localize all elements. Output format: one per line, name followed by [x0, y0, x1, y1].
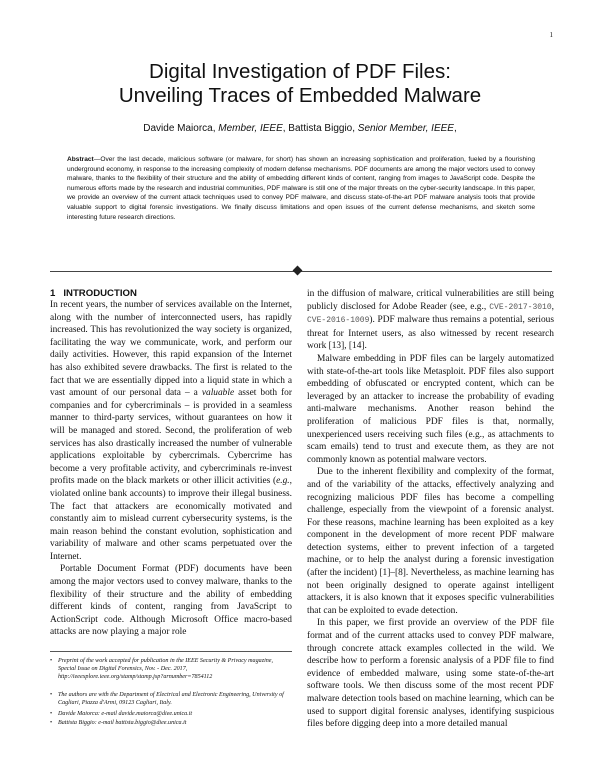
footnote-rule — [50, 651, 292, 652]
footnote-bullet: • — [50, 711, 53, 717]
page-number: 1 — [549, 31, 553, 39]
intro-p1-eg: e.g. — [276, 476, 290, 487]
intro-p1-part-c: , violated online bank accounts) to improve their illegal business. The fact that attackers are economically motivated and constantly aim to mislead current cybersecurity systems, is the main reason behind the constant evolution, sophistication and variability of malware and other scams perpetuated over the Internet. — [50, 476, 292, 562]
footnote-bullet: • — [50, 720, 53, 726]
cve-reference-1: CVE-2017-3010 — [489, 302, 552, 312]
cve-reference-2: CVE-2016-1009 — [307, 316, 370, 326]
section-title: INTRODUCTION — [63, 288, 137, 299]
footnote-4-text: Battista Biggio: e-mail battista.biggio@diee.unica.it — [58, 720, 187, 726]
footnote-3 — [50, 710, 292, 718]
author-1: Davide Maiorca, — [143, 123, 219, 134]
right-paragraph-4: In this paper, we first provide an overview of the PDF file format and of the current attacks used to convey PDF malware, through concrete attack examples collected in the wild. We describe how to perform a forensic analysis of a PDF file to find evidence of embedded malware, using some state-of-the-art software tools. We then discuss some of the most recent PDF malware detection tools based on machine learning, which can be used to support digital forensic analyses, identifying suspicious files before digging deep into a more detailed manual — [307, 618, 554, 730]
footnote-bullet: • — [50, 692, 53, 698]
intro-p1-part-b: asset both for companies and for cybercriminals – is provided in a seamless manner to third-party services, without guarantees on how it will be managed and stored. Second, the proliferation of web services has also drastically increased the number of vulnerable applications exploitable by cybercrimals. Cybercrime has become a very profitable activity, and cybercriminals re-invest profits made on the black markets or other illicit activities ( — [50, 388, 292, 487]
footnote-2-text: The authors are with the Department of Electrical and Electronic Engineering, University of Cagliari, Piazza d'Armi, 09123 Cagliari, Italy. — [58, 692, 284, 707]
footnote-1 — [50, 657, 292, 682]
right-p1-comma: , — [551, 301, 554, 312]
right-p1-part-a: in the diffusion of malware, critical vulnerabilities are still being publicly disclosed for Adobe Reader (see, e.g., — [307, 289, 554, 312]
intro-paragraph-1 — [50, 299, 292, 563]
right-column — [307, 288, 554, 731]
footnote-1-text: Preprint of the work accepted for publication in the IEEE Security & Privacy magazine, Special Issue on Digital Forensics, Nov. - Dec. 2017, http://ieeexplore.ieee.org/stamp/stamp.jsp?arnumber=7854112 — [58, 658, 274, 681]
right-paragraph-1 — [307, 288, 554, 353]
footnote-3-text: Davide Maiorca: e-mail davide.maiorca@diee.unica.it — [58, 711, 193, 717]
section-heading — [50, 288, 137, 299]
separator-diamond-icon — [293, 266, 303, 276]
intro-p1-emphasis: valuable — [201, 388, 235, 399]
author-1-role: Member, IEEE — [218, 123, 283, 134]
title-line-1: Digital Investigation of PDF Files: — [149, 60, 451, 83]
author-2: , Battista Biggio, — [282, 123, 358, 134]
left-column — [50, 299, 292, 639]
footnote-2 — [50, 691, 292, 707]
intro-paragraph-2: Portable Document Format (PDF) documents have been among the major vectors used to convey malware, thanks to the flexibility of their structure and the ability of embedding different kinds of content, ranging from JavaScript to ActionScript code. Although Microsoft Office macro-based attacks are now playing a major role — [50, 564, 292, 638]
intro-p1-part-a: In recent years, the number of services available on the Internet, along with the number of interconnected users, has rapidly increased. This has revolutionized the way society is organized, facilitating the way we communicate, work, and perform our daily activities. However, this rapid expansion of the Internet has also exhibited severe drawbacks. The first is related to the fact that we are essentially dipped into a liquid state in which a vast amount of our personal data – a — [50, 300, 292, 399]
abstract-label: Abstract — [67, 156, 94, 163]
title-line-2: Unveiling Traces of Embedded Malware — [118, 84, 482, 107]
abstract — [67, 155, 535, 222]
footnote-bullet: • — [50, 658, 53, 664]
author-tail: , — [453, 123, 457, 134]
paper-title — [40, 60, 560, 108]
section-number: 1 — [50, 288, 56, 299]
footnote-4 — [50, 719, 292, 727]
author-2-role: Senior Member, IEEE — [357, 123, 454, 134]
author-line — [40, 123, 560, 135]
right-p1-part-b: ). PDF malware thus remains a potential, serious threat for Internet users, as also witnessed by recent research work [13], [14]. — [307, 315, 554, 352]
right-paragraph-2: Malware embedding in PDF files can be largely automatized with state-of-the-art tools like Metasploit. PDF files also support embedding of obfuscated or encrypted content, which can be leveraged by an attacker to increase the probability of evading anti-malware mechanisms. Another reason behind the proliferation of malicious PDF files is that, normally, unexperienced users receiving such files (e.g., as attachments to scam emails) tend to trust and execute them, as they are not commonly known as potential malware vectors. — [307, 353, 554, 465]
abstract-text: —Over the last decade, malicious software (or malware, for short) has shown an increasing sophistication and proliferation, fueled by a flourishing underground economy, in response to the increasing complexity of modern defense mechanisms. PDF documents are among the major vectors used to convey malware, thanks to the flexibility of their structure and the ability of embedding different kinds of content, ranging from images to JavaScript code. Despite the numerous efforts made by the research and industrial communities, PDF malware is still one of the major threats on the cyber-security landscape. In this paper, we provide an overview of the current attack techniques used to convey PDF malware, and discuss state-of-the-art PDF malware analysis tools that provide valuable support to digital forensic investigations. We finally discuss limitations and open issues of the current defense mechanisms, and sketch some interesting future research directions. — [67, 156, 535, 221]
right-paragraph-3: Due to the inherent flexibility and complexity of the format, and of the variability of the attacks, effectively analyzing and recognizing malicious PDF files has become a compelling challenge, especially from the viewpoint of a forensic analyst. For these reasons, machine learning has been exploited as a key component in the development of more recent PDF malware detection systems, either to prevent infection of a targeted machine, or to help the analyst during a forensic investigation (after the incident) [1]–[8]. Nevertheless, as machine learning has not been originally designed to operate against intelligent attackers, it is also known that it exposes specific vulnerabilities that can be exploited to evade detection. — [307, 467, 554, 616]
